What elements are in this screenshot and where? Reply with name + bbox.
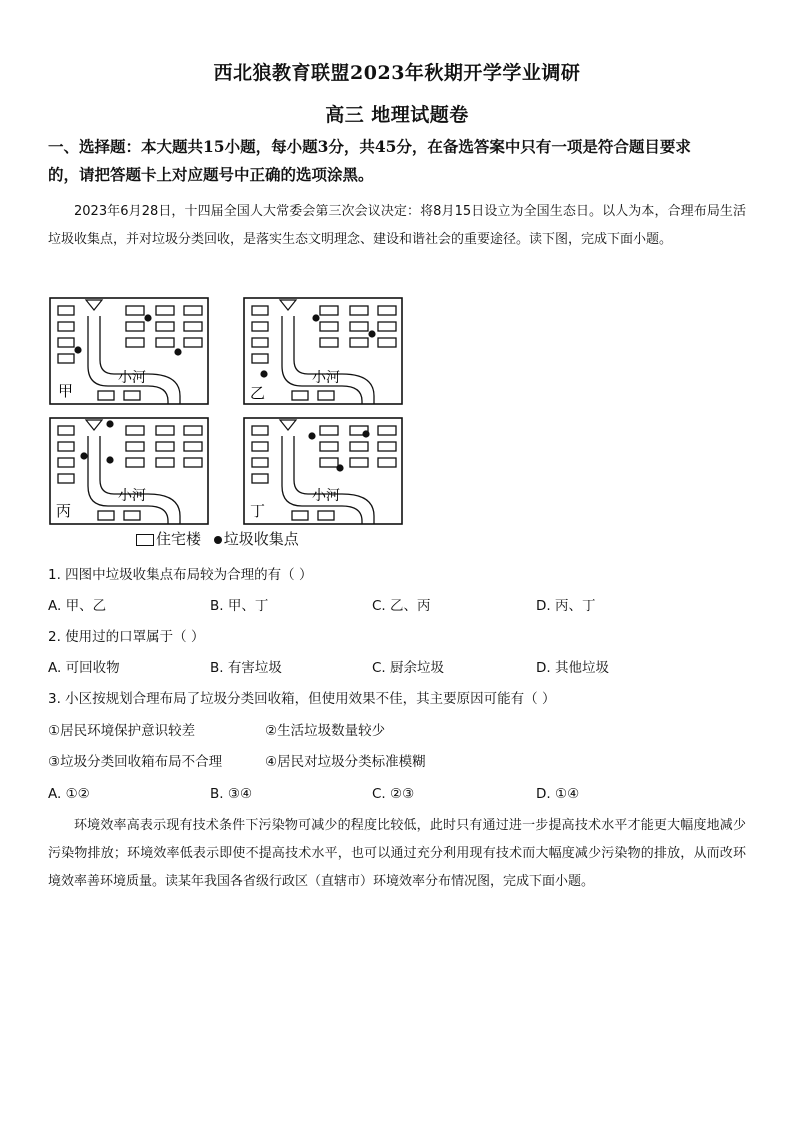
panel-label-bing: 丙 xyxy=(56,502,72,520)
figure-legend xyxy=(136,528,299,549)
river-label-jia: 小河 xyxy=(118,370,146,386)
q1-option-d[interactable]: D. 丙、丁 xyxy=(536,598,596,614)
q2-option-a[interactable]: A. 可回收物 xyxy=(48,660,120,676)
q3-statement-2: ②生活垃圾数量较少 xyxy=(265,723,386,739)
panel-label-jia: 甲 xyxy=(58,382,74,400)
section-heading-line2: 的，请把答题卡上对应题号中正确的选项涂黑。 xyxy=(48,165,374,184)
collection-point-legend-icon xyxy=(214,536,222,544)
q2-option-b[interactable]: B. 有害垃圾 xyxy=(210,660,282,676)
river-label-yi: 小河 xyxy=(312,370,340,386)
map-panel-bing xyxy=(50,418,208,524)
figure-maps xyxy=(48,296,408,556)
passage-1: 2023年6月28日，十四届全国人大常委会第三次会议决定：将8月15日设立为全国生态日。以人为本，合理布局生活垃圾收集点，并对垃圾分类回收，是落实生态文明理念、建设和谐社会的重要途径。读下图，完成下面小题。 xyxy=(48,204,746,247)
panel-label-yi: 乙 xyxy=(250,384,266,402)
river-label-ding: 小河 xyxy=(312,488,340,504)
question-3-stem: 3. 小区按规划合理布局了垃圾分类回收箱，但使用效果不佳，其主要原因可能有（ ） xyxy=(48,691,556,707)
question-1-stem: 1. 四图中垃圾收集点布局较为合理的有（ ） xyxy=(48,567,313,583)
q1-option-b[interactable]: B. 甲、丁 xyxy=(210,598,269,614)
section-heading xyxy=(48,133,748,189)
q3-statement-1: ①居民环境保护意识较差 xyxy=(48,723,196,739)
q1-option-c[interactable]: C. 乙、丙 xyxy=(372,598,431,614)
section-heading-line1: 一、选择题：本大题共15小题，每小题3分，共45分，在备选答案中只有一项是符合题目要求 xyxy=(48,137,691,156)
map-panel-yi xyxy=(244,298,402,404)
exam-title: 西北狼教育联盟2023年秋期开学学业调研 xyxy=(213,62,581,84)
q3-statement-3: ③垃圾分类回收箱布局不合理 xyxy=(48,754,223,770)
q3-option-b[interactable]: B. ③④ xyxy=(210,786,253,802)
q3-statement-4: ④居民对垃圾分类标准模糊 xyxy=(265,754,426,770)
q3-option-d[interactable]: D. ①④ xyxy=(536,786,580,802)
q3-option-a[interactable]: A. ①② xyxy=(48,786,90,802)
legend-collection-label: 垃圾收集点 xyxy=(223,530,299,548)
legend-building-label: 住宅楼 xyxy=(156,530,202,548)
q1-option-a[interactable]: A. 甲、乙 xyxy=(48,598,107,614)
q2-option-d[interactable]: D. 其他垃圾 xyxy=(536,660,609,676)
q2-option-c[interactable]: C. 厨余垃圾 xyxy=(372,660,445,676)
exam-subtitle: 高三 地理试题卷 xyxy=(325,104,469,126)
map-panel-ding xyxy=(244,418,402,524)
passage-2: 环境效率高表示现有技术条件下污染物可减少的程度比较低，此时只有通过进一步提高技术水平才能更大幅度地减少污染物排放；环境效率低表示即使不提高技术水平，也可以通过充分利用现有技术而大幅度减少污染物的排放，从而改环境效率善环境质量。读某年我国各省级行政区（直辖市）环境效率分布情况图，完成下面小题。 xyxy=(48,818,746,889)
building-legend-icon xyxy=(136,534,154,546)
river-label-bing: 小河 xyxy=(118,488,146,504)
map-panel-jia xyxy=(50,298,208,404)
question-2-stem: 2. 使用过的口罩属于（ ） xyxy=(48,629,205,645)
q3-option-c[interactable]: C. ②③ xyxy=(372,786,415,802)
panel-label-ding: 丁 xyxy=(250,502,266,520)
